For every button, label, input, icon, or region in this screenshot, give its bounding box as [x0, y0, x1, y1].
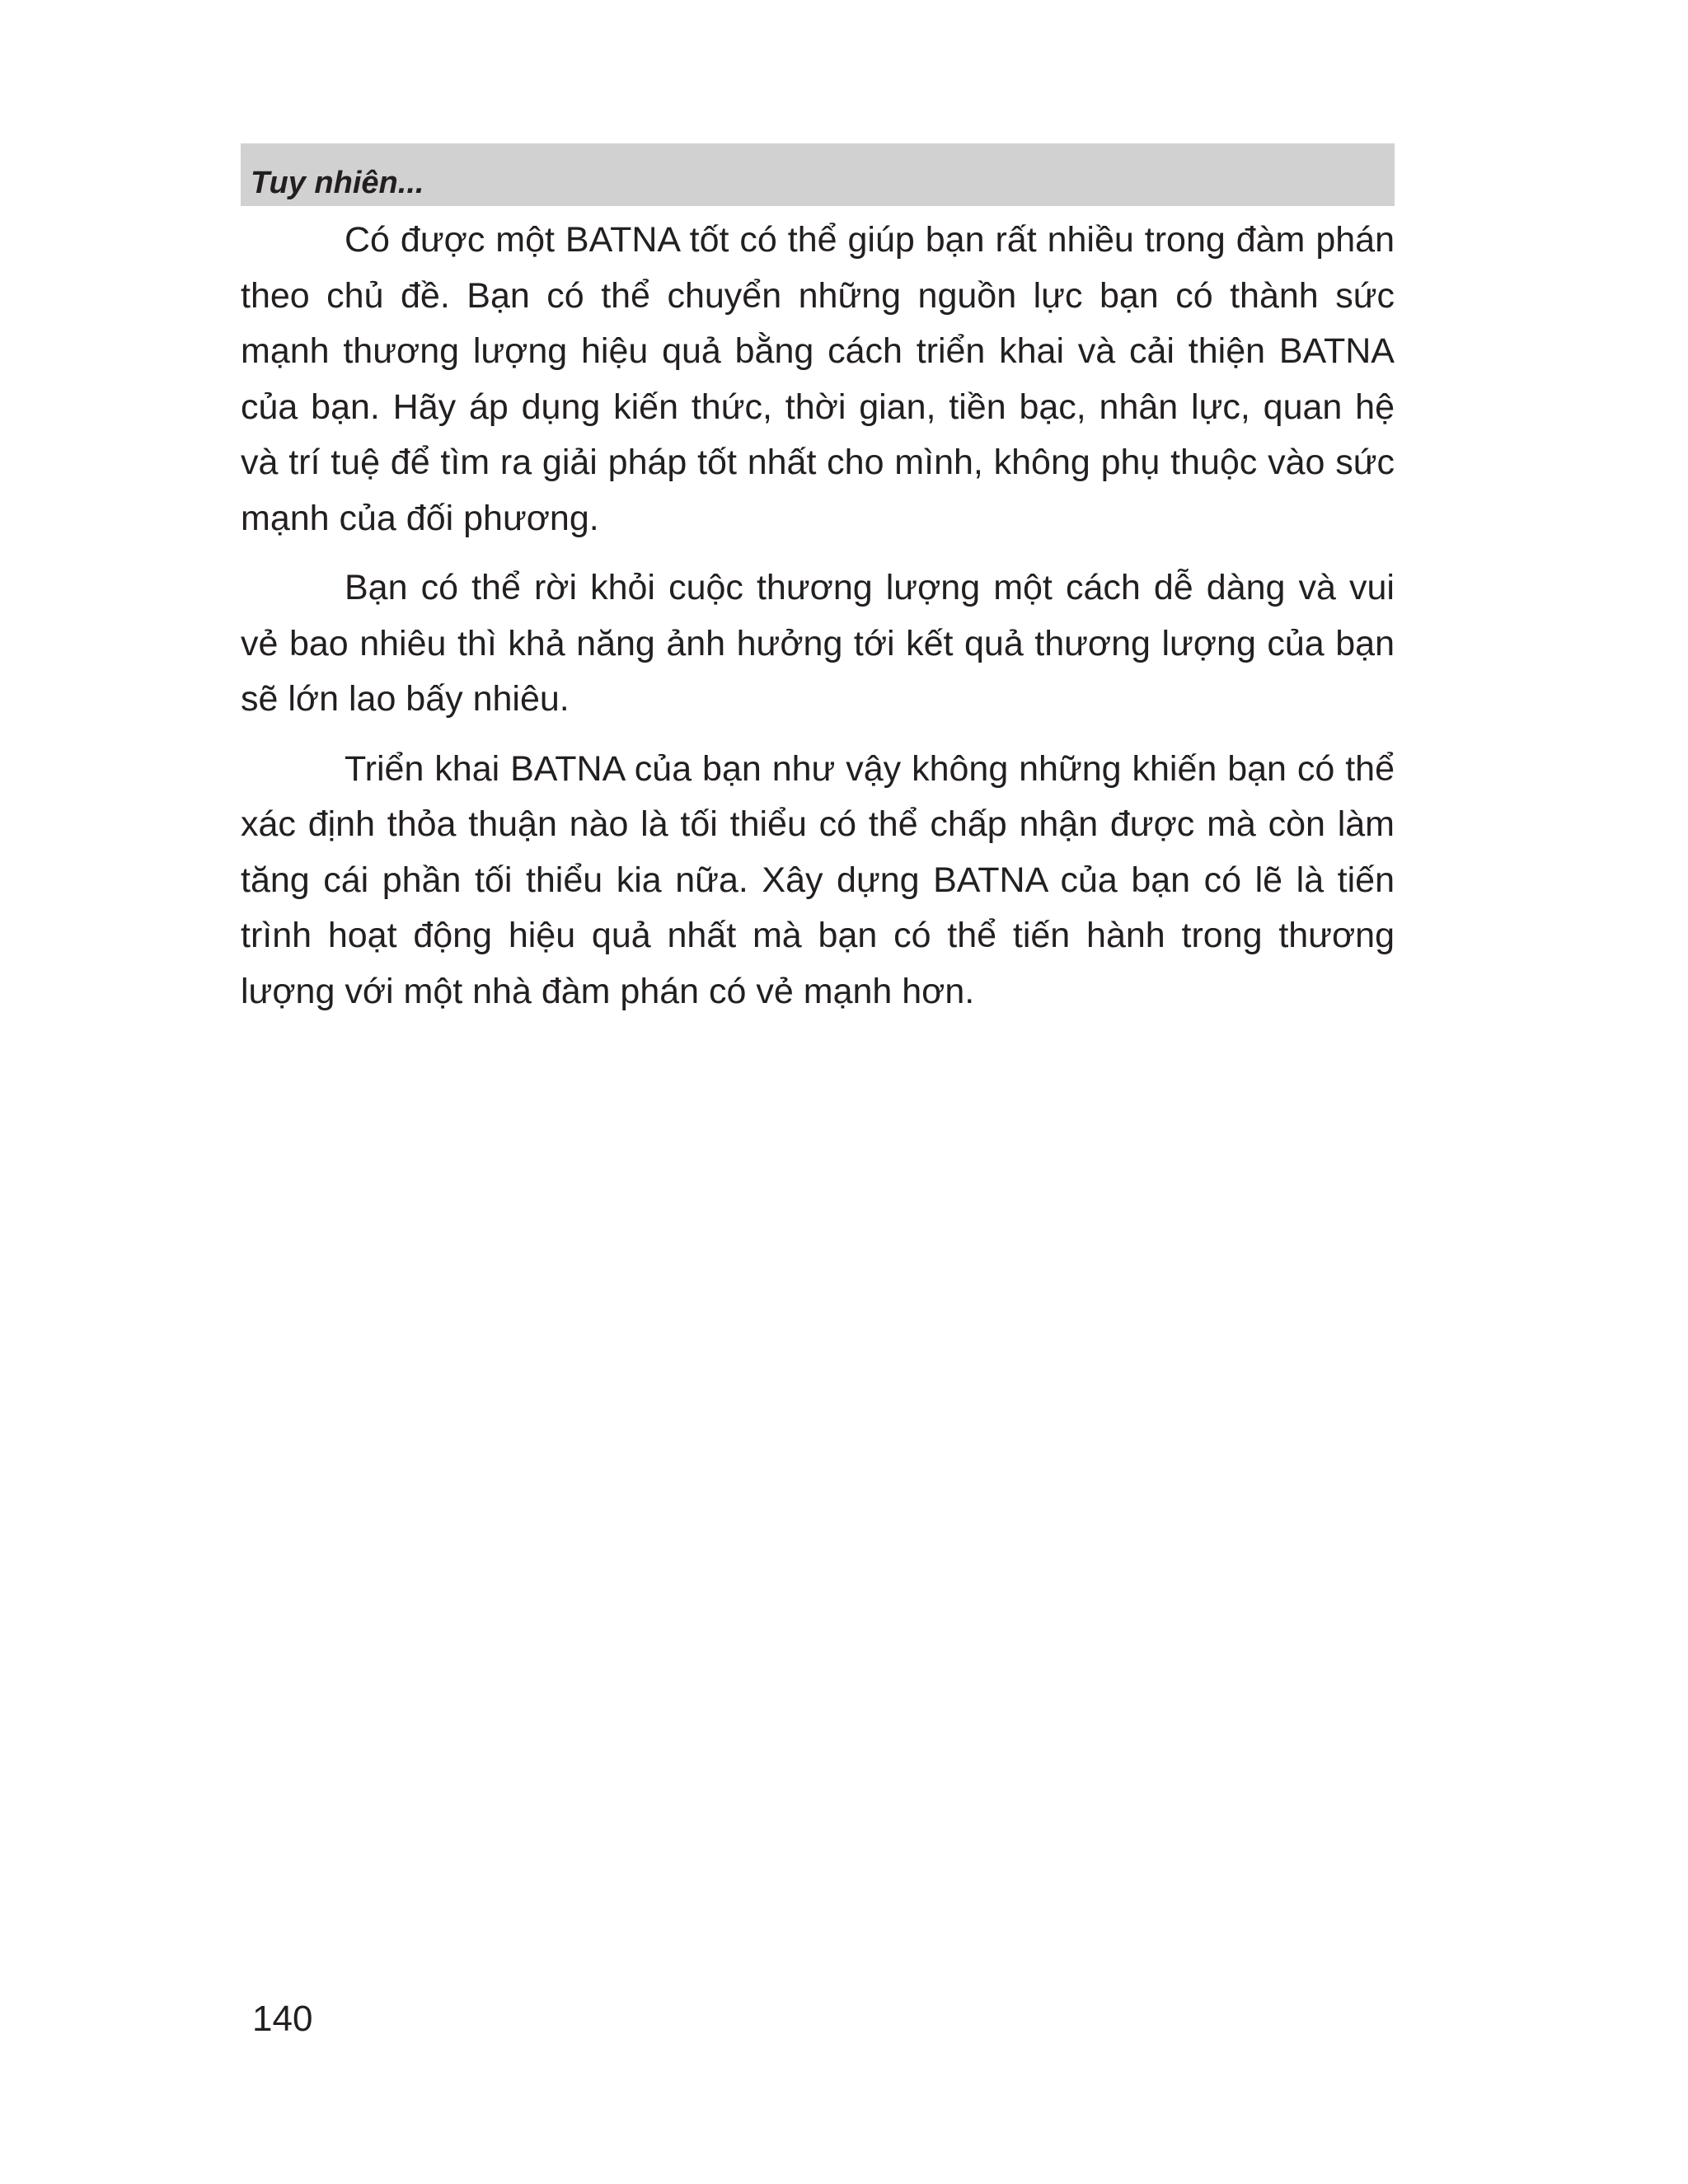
paragraph-2: Bạn có thể rời khỏi cuộc thương lượng một cách dễ dàng và vui vẻ bao nhiêu thì khả năng ảnh hưởng tới kết quả thương lượng của bạn sẽ lớn lao bấy nhiêu.: [241, 568, 1395, 719]
paragraph-3: Triển khai BATNA của bạn như vậy không những khiến bạn có thể xác định thỏa thuận nào là tối thiểu có thể chấp nhận được mà còn làm tăng cái phần tối thiểu kia nữa. Xây dựng BATNA của bạn có lẽ là tiến trình hoạt động hiệu quả nhất mà bạn có thể tiến hành trong thương lượng với một nhà đàm phán có vẻ mạnh hơn.: [241, 748, 1395, 1011]
paragraph-1: Có được một BATNA tốt có thể giúp bạn rất nhiều trong đàm phán theo chủ đề. Bạn có thể chuyển những nguồn lực bạn có thành sức mạnh thương lượng hiệu quả bằng cách triển khai và cải thiện BATNA của bạn. Hãy áp dụng kiến thức, thời gian, tiền bạc, nhân lực, quan hệ và trí tuệ để tìm ra giải pháp tốt nhất cho mình, không phụ thuộc vào sức mạnh của đối phương.: [241, 220, 1395, 538]
section-header: [241, 143, 1395, 206]
page-number: 140: [252, 1999, 313, 2039]
body-text: [241, 213, 1395, 1033]
section-title: Tuy nhiên...: [251, 165, 424, 200]
